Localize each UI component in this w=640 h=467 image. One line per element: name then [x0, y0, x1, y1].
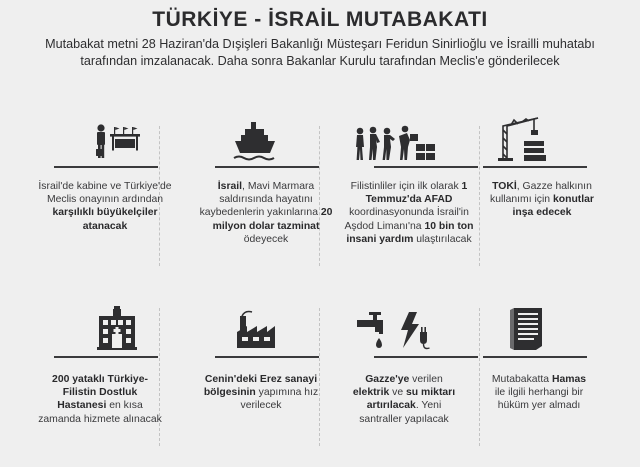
page-title: TÜRKİYE - İSRAİL MUTABAKATI	[152, 8, 488, 31]
item-underline	[215, 356, 319, 358]
factory-icon	[235, 308, 277, 350]
item-text-bold: TOKİ	[492, 181, 517, 192]
item-text-bold: Gazze'ye	[365, 374, 410, 385]
item-underline	[374, 166, 478, 168]
item-text-bold: karşılıklı büyükelçiler atanacak	[52, 207, 158, 232]
item-text: , Mavi Marmara saldırısında hayatını kaybedenlerin yakınlarına	[199, 181, 321, 219]
item-text-bold: 200 yataklı Türkiye-Filistin Dostluk Hastanesi	[52, 374, 148, 412]
agreement-item	[334, 180, 484, 246]
item-text-bold: İsrail	[217, 181, 243, 192]
aid-carry-icon	[354, 122, 438, 162]
item-text: , Gazze halkının kullanımı için	[490, 181, 592, 206]
item-text-bold: elektrik	[352, 387, 390, 399]
item-text: en kısa zamanda hizmete alınacak	[38, 400, 162, 425]
item-text-bold: 1 Temmuz'da AFAD	[365, 181, 468, 206]
item-text: Mutabakatta	[491, 374, 552, 385]
agreement-item	[190, 180, 342, 246]
item-text-bold: Cenin'deki Erez sanayi bölgesinin	[203, 374, 318, 399]
item-text: ile ilgili herhangi bir hüküm yer almadı	[494, 387, 584, 412]
document-icon	[510, 306, 544, 350]
meeting-icon	[92, 118, 144, 162]
column-separator	[479, 308, 480, 446]
item-text-bold: konutlar inşa edecek	[512, 194, 594, 219]
item-text: . Yeni santraller yapılacak	[359, 400, 449, 425]
item-text: yapımına hız verilecek	[240, 387, 319, 412]
item-text-bold: 10 bin ton insani yardım	[346, 220, 474, 245]
intro-text: Mutabakat metni 28 Haziran'da Dışişleri Bakanlığı Müsteşarı Feridun Sinirlioğlu ve İsrailli muhatabı tarafından imzalanacak. Daha sonra Bakanlar Kurulu tarafından Meclis'e gönderilecek	[45, 37, 595, 68]
item-underline	[54, 356, 158, 358]
item-text: koordinasyonunda İsrail'in Aşdod Limanı'na	[344, 207, 469, 232]
agreement-item	[490, 373, 588, 413]
item-underline	[215, 166, 319, 168]
agreement-item	[38, 373, 162, 426]
item-text: verilen	[409, 374, 443, 385]
agreement-item	[190, 373, 332, 413]
item-text: ulaştırılacak	[413, 233, 472, 245]
water-electricity-icon	[357, 310, 433, 350]
item-underline	[483, 356, 587, 358]
item-text: ödeyecek	[243, 233, 289, 245]
agreement-item	[484, 180, 600, 220]
item-underline	[54, 166, 158, 168]
agreement-item	[350, 373, 458, 426]
item-text-bold: 20 milyon dolar tazminat	[212, 207, 333, 232]
item-text: ve	[389, 387, 407, 399]
agreement-item	[31, 180, 179, 233]
hospital-icon	[97, 306, 137, 350]
construction-crane-icon	[498, 116, 554, 162]
item-text-bold: Hamas	[551, 374, 587, 385]
ship-icon	[232, 120, 278, 162]
item-underline	[374, 356, 478, 358]
item-text: Filistinliler için ilk olarak	[350, 181, 462, 192]
item-underline	[483, 166, 587, 168]
item-text-bold: su miktarı artırılacak	[366, 387, 456, 412]
item-text: İsrail'de kabine ve Türkiye'de Meclis onayının ardından	[38, 181, 172, 206]
